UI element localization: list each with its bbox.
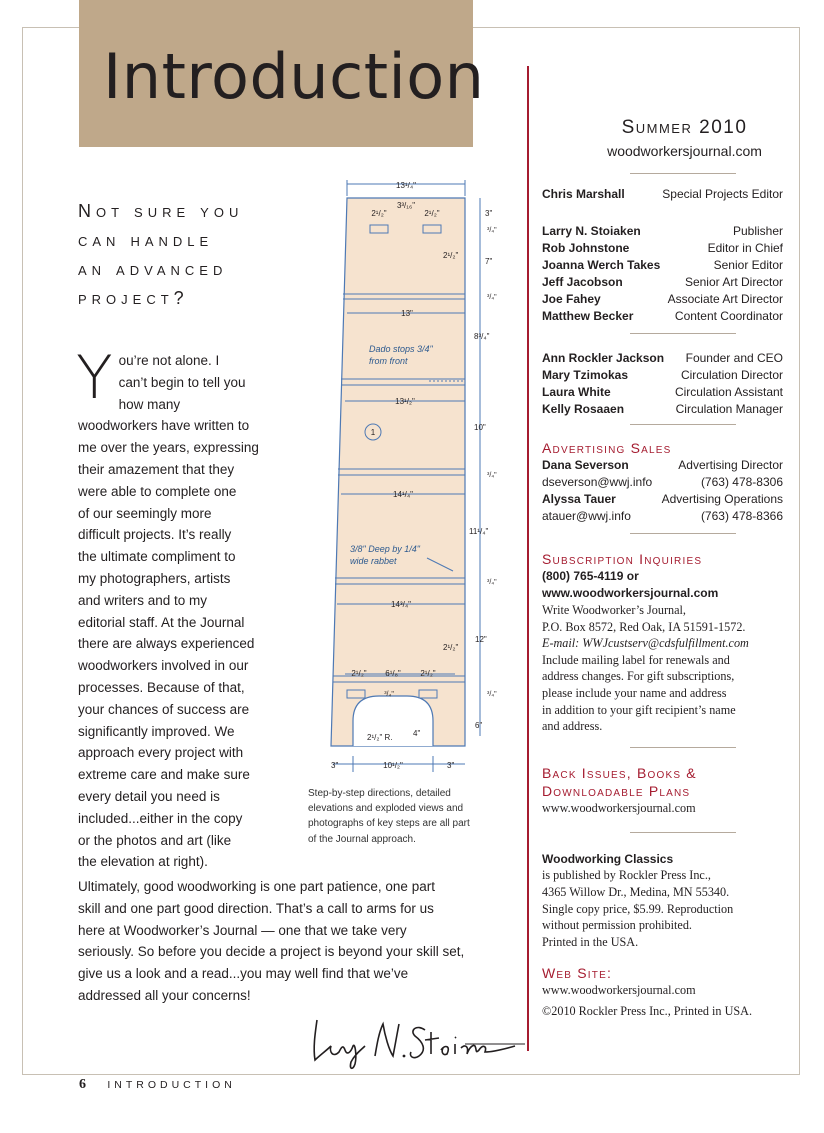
dim-label: 4" [413, 729, 421, 738]
staff-row: Kelly Rosaaen Circulation Manager [542, 402, 783, 416]
body-line: seriously. So before you decide a project is beyond your skill set, [78, 944, 465, 960]
title-banner [79, 0, 485, 147]
part-number: 1 [370, 428, 376, 437]
back-issues-heading: Back Issues, Books & [542, 764, 697, 781]
staff-row: Mary Tzimokas Circulation Director [542, 368, 783, 382]
dim-label: 12" [475, 635, 487, 644]
body-line: me over the years, expressing [78, 440, 259, 456]
dim-label: 2¹/₂" [420, 669, 436, 678]
dim-label: ³/₄" [487, 294, 497, 301]
body-line: the ultimate compliment to [78, 549, 236, 565]
staff-row: Laura White Circulation Assistant [542, 385, 783, 399]
contact-row: dseverson@wwj.info (763) 478-8306 [542, 475, 783, 489]
body-line: skill and one part good direction. That’s a call to arms for us [78, 900, 434, 916]
masthead-site: woodworkersjournal.com [607, 143, 762, 159]
dim-label: 10¹/₂" [383, 761, 403, 770]
caption-line: photographs of key steps are all part [308, 818, 470, 830]
staff-row: Larry N. Stoiaken Publisher [542, 224, 783, 238]
dim-label: 14³/₄" [391, 600, 411, 609]
dim-label: ³/₄" [487, 579, 497, 586]
subscription-phone: (800) 765-4119 or [542, 569, 639, 583]
headline-line: project? [78, 288, 189, 308]
signature [305, 1016, 525, 1072]
body-line: every detail you need is [78, 788, 220, 804]
dim-label: 2¹/₂" [371, 209, 387, 218]
dim-label: 2¹/₂" R. [367, 733, 393, 742]
staff-row: Jeff Jacobson Senior Art Director [542, 275, 783, 289]
subscription-heading: Subscription Inquiries [542, 551, 703, 567]
page-number: 6 [79, 1077, 86, 1092]
body-line: how many [118, 396, 181, 412]
dim-top-width: 13¹/₄" [396, 181, 416, 190]
dim-label: 10" [474, 423, 486, 432]
body-line: woodworkers involved in our [78, 658, 249, 674]
caption-line: Step-by-step directions, detailed [308, 788, 451, 799]
subscription-details: Write Woodworker’s Journal, P.O. Box 8572, Red Oak, IA 51591-1572. E-mail: WWJcustserv@cdsfulfillment.com Include mailing label for renewals and address changes. For gift subscriptions, please include your name and address in addition to your gift recipient’s name and address. [542, 603, 749, 734]
dim-label: 3" [447, 761, 455, 770]
body-line: my photographers, artists [78, 570, 231, 586]
contact-row: Dana Severson Advertising Director [542, 458, 783, 472]
staff-row: Ann Rockler Jackson Founder and CEO [542, 351, 783, 365]
headline [78, 197, 308, 313]
website-url[interactable]: www.woodworkersjournal.com [542, 983, 696, 998]
body-line: approach every project with [78, 745, 244, 761]
issue-season: Summer 2010 [621, 117, 748, 138]
body-text-wide [78, 876, 528, 1007]
body-line: addressed all your concerns! [78, 987, 251, 1003]
note-dado: from front [369, 356, 408, 366]
body-line: editorial staff. At the Journal [78, 614, 245, 630]
dim-label: 13" [401, 309, 413, 318]
dim-label: ³/₄" [487, 472, 497, 479]
body-line: your chances of success are [78, 701, 250, 717]
body-line: there are always experienced [78, 636, 255, 652]
body-line: extreme care and make sure [78, 767, 250, 783]
contact-row: atauer@wwj.info (763) 478-8366 [542, 509, 783, 523]
copyright: ©2010 Rockler Press Inc., Printed in USA. [542, 1003, 752, 1018]
email-link[interactable]: dseverson@wwj.info [542, 475, 653, 489]
back-issues-web[interactable]: www.woodworkersjournal.com [542, 800, 696, 815]
body-line: included...either in the copy [78, 810, 243, 826]
back-issues-heading: Downloadable Plans [542, 782, 691, 799]
caption-line: of the Journal approach. [308, 833, 416, 845]
body-line: ou’re not alone. I [118, 353, 220, 368]
headline-line: can handle [78, 230, 214, 250]
staff-row: Joe Fahey Associate Art Director [542, 292, 783, 306]
dim-label: ³/₄" [384, 691, 394, 698]
diagram-caption [308, 786, 518, 847]
page-footer [79, 1077, 236, 1093]
email-link[interactable]: atauer@wwj.info [542, 509, 631, 523]
body-line: difficult projects. It’s really [78, 527, 232, 543]
contact-row: Alyssa Tauer Advertising Operations [542, 492, 783, 506]
body-line: or the photos and art (like [78, 832, 232, 848]
dim-label: 7" [485, 257, 493, 266]
page-title: Introduction [103, 40, 485, 113]
advertising-heading: Advertising Sales [542, 440, 672, 456]
elevation-diagram [325, 176, 515, 780]
body-line: Ultimately, good woodworking is one part patience, one part [78, 879, 435, 894]
dim-label: 2¹/₂" [424, 209, 440, 218]
masthead [542, 117, 783, 1020]
staff-row: Joanna Werch Takes Senior Editor [542, 258, 783, 272]
body-line: processes. Because of that, [78, 679, 245, 695]
body-line: significantly improved. We [78, 723, 235, 739]
headline-line: an advanced [78, 259, 228, 279]
dim-label: ³/₄" [487, 691, 497, 698]
staff-row: Matthew Becker Content Coordinator [542, 309, 783, 323]
body-line: the elevation at right). [78, 854, 208, 870]
dim-label: 2¹/₂" [443, 643, 459, 652]
staff-row: Chris Marshall Special Projects Editor [542, 187, 783, 201]
drop-cap: Y [76, 343, 113, 413]
dim-label: 6" [475, 721, 483, 730]
body-line: their amazement that they [78, 461, 235, 477]
website-heading: Web Site: [542, 965, 613, 982]
body-line: give us a look and a read...you may well find that we’ve [78, 966, 409, 982]
caption-line: elevations and exploded views and [308, 803, 464, 815]
body-line: and writers and to my [78, 592, 208, 608]
body-line: can’t begin to tell you [118, 374, 246, 390]
body-line: here at Woodworker’s Journal — one that we take very [78, 922, 407, 938]
staff-row: Rob Johnstone Editor in Chief [542, 241, 783, 255]
dim-label: 2¹/₂" [351, 669, 367, 678]
body-line: were able to complete one [78, 483, 237, 499]
note-rabbet: wide rabbet [350, 556, 397, 566]
headline-line: Not sure you [78, 201, 244, 221]
dim-label: ³/₄" [487, 227, 497, 234]
dim-label: 3³/₁₆" [396, 201, 416, 210]
note-rabbet: 3/8" Deep by 1/4" [350, 544, 420, 554]
dim-label: 14¹/₄" [393, 490, 413, 499]
dim-label: 3" [485, 209, 493, 218]
classics-title: Woodworking Classics [542, 852, 674, 867]
footer-section-label: INTRODUCTION [107, 1079, 236, 1091]
body-text [76, 343, 303, 873]
body-line: of our seemingly more [78, 505, 212, 521]
subscription-web[interactable]: www.woodworkersjournal.com [542, 586, 719, 600]
dim-label: 13¹/₂" [395, 397, 415, 406]
body-line: woodworkers have written to [78, 418, 250, 434]
dim-label: 3" [331, 761, 339, 770]
dim-label: 2¹/₂" [443, 251, 459, 260]
classics-details: is published by Rockler Press Inc., 4365 Willow Dr., Medina, MN 55340. Single copy price, $5.99. Reproduction without permission prohibited. Printed in the USA. [542, 868, 734, 949]
dim-label: 6¹/₈" [385, 669, 401, 678]
dim-label: 8³/₄" [474, 332, 490, 341]
dim-label: 11¹/₄" [469, 527, 489, 536]
note-dado: Dado stops 3/4" [369, 344, 433, 354]
